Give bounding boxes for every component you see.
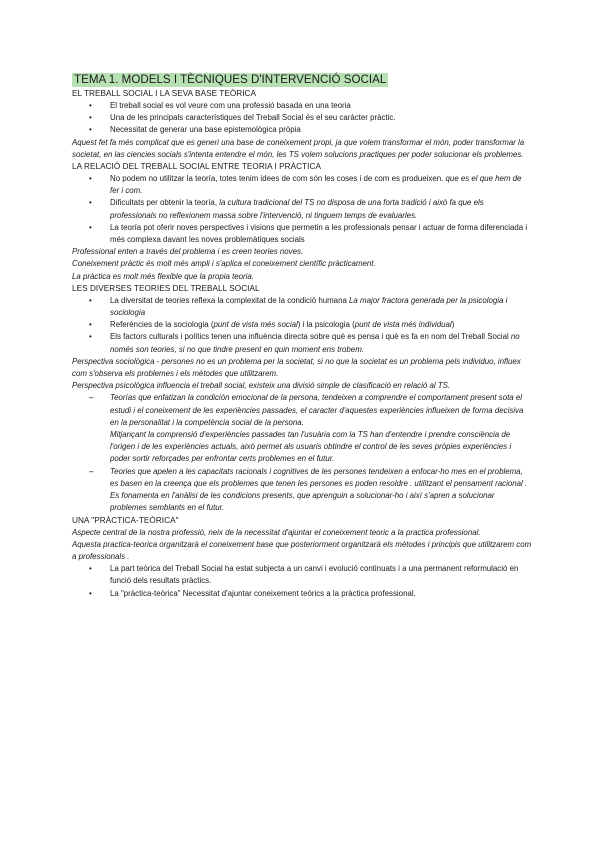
paragraph: Aquest fet fa més complicat que es generi una base de coneixement propi, ja que volem transformar el món, poder transformar la societat, en las ciencies socials s'intenta entendre el món, les TS volem solucions practiques per poder solucionar els problemes. <box>72 137 525 159</box>
item-text: Dificultats per obtenir la teoría, <box>110 198 220 208</box>
item-text: ) i la psicologia ( <box>297 320 355 330</box>
paragraph: Perspectiva sociològica - persones no es un problema per la societat, si no que la societat es un problema pels individuo, influex com s'observa els problemes i els mètodes que utilitzarem. <box>72 356 521 379</box>
section-heading-diverses-teories: LES DIVERSES TEORIES DEL TREBALL SOCIAL <box>72 283 260 293</box>
item-text-italic: la cultura tradicional del TS no disposa de una forta tradició i això fa que els professionals no reflexionem massa sobre l'intervenció, ni tinguem temps de evaluarles. <box>110 198 484 220</box>
item-text-italic: La major fractora generada per la psicologia i sociologia <box>110 295 508 318</box>
list-item: • Necessitat de generar una base epistemològica pròpia <box>72 124 532 136</box>
dash-list <box>72 392 532 514</box>
bullet-list <box>72 173 532 246</box>
list-item: • Una de les principals característiques del Treball Social és el seu caràcter pràctic. <box>72 112 532 124</box>
item-text: No podem no utilitzar la teoría, totes tenim idees de com són les coses i de com es produeixen. <box>110 174 444 184</box>
list-item <box>72 319 532 331</box>
paragraph: Perspectiva psicològica influencia el treball social, existeix una divisió simple de clasificació en relació al TS. <box>72 381 451 391</box>
paragraph: Aspecte central de la nostra professió, neix de la necessitat d'ajuntar el coneixement teoric a la practica professional. <box>72 527 481 537</box>
page-title: TEMA 1. MODELS I TÈCNIQUES D'INTERVENCIÓ SOCIAL <box>74 73 387 86</box>
list-item: • La "pràctica-teòrica" Necessitat d'ajuntar coneixement teòrics a la pràctica professional. <box>72 588 532 600</box>
list-item <box>72 295 532 319</box>
section-heading-teoria-practica: LA RELACIÓ DEL TREBALL SOCIAL ENTRE TEORIA I PRÀCTICA <box>72 162 321 172</box>
item-text-italic: no només son teories, si no que tindre present en quin moment ens trobem. <box>110 332 520 354</box>
list-item: • El treball social es vol veure com una professió basada en una teoria <box>72 100 532 112</box>
document-page <box>72 70 532 600</box>
item-text: Referències de la sociologia ( <box>110 320 214 330</box>
item-text-italic: que es el que hem de fer i com. <box>110 174 522 196</box>
item-text: Els factors culturals i polítics tenen una influència directa sobre què es pensa i què es fa en nom del Treball Social <box>110 332 511 342</box>
item-text: La diversitat de teories reflexa la complexitat de la condició humana <box>110 295 350 305</box>
list-item <box>72 173 532 197</box>
list-item <box>72 197 532 221</box>
item-text: ) <box>451 320 455 330</box>
list-item <box>72 331 532 355</box>
section-heading-practica-teorica: UNA "PRÀCTICA-TEÒRICA" <box>72 515 179 525</box>
list-item: • La part teòrica del Treball Social ha estat subjecta a un canvi i evolució continuats i a una permanent reformulació en funció dels resultats pràctics. <box>72 563 532 587</box>
paragraph: Aquesta practica-teorica organitzarà el coneixement base que posteriorment organitzarà els mètodes i principis que utilitzarem com a professionals . <box>72 539 532 561</box>
item-text-italic: punt de vista més social <box>213 320 298 330</box>
paragraph: Coneixement pràctic és molt més ampli i s'aplica el coneixement científic pràcticament. <box>72 259 376 269</box>
list-item: – Teories que apelen a les capacitats racionals i cognitives de les persones tendeixen a enfocar-ho mes en el problema, es basen en la creença que els problemes que tenen les persones es poden resoldre . utilitzant el pensament racional . Es fonamenta en l'anàlisi de les condicions presents, que aprenguin a solucionar-ho i així s'apren a solucionar problemes semblants en el futur. <box>72 466 532 515</box>
item-text-italic: Mitjançant la comprensió d'experiències passades tan l'usuària com la TS han d'entendre i prendre consciència de l'origen i de les experiències actuals, això permet als usuaris obtindre el control de les seves pròpies experiències i poder sortir reforçades per enfrontar certs problemes en el futur. <box>110 430 512 464</box>
bullet-list <box>72 100 532 137</box>
list-item: • La teoría pot oferir noves perspectives i visions que permetin a les professionals pensar i actuar de forma diferenciada i més complexa davant les noves problemàtiques socials <box>72 222 532 246</box>
paragraph: Professional enten a través del problema i es creen teories noves. <box>72 247 304 257</box>
paragraph: La pràctica es molt més flexible que la propia teoria. <box>72 271 255 281</box>
bullet-list <box>72 563 532 600</box>
item-text-italic: Teorías que enfatizan la condición emocional de la persona, tendeixen a comprendre el comportament present sota el estudi i el coneixement de les experiències passades, el caracter d'aquestes experiències influeixen de forma decisiva en la personalitat i la competència social de la persona. <box>110 393 524 427</box>
item-text-italic: punt de vista més individual <box>354 320 452 330</box>
section-heading-base-teorica: EL TREBALL SOCIAL I LA SEVA BASE TEÒRICA <box>72 89 257 98</box>
list-item <box>72 392 532 465</box>
bullet-list <box>72 295 532 356</box>
